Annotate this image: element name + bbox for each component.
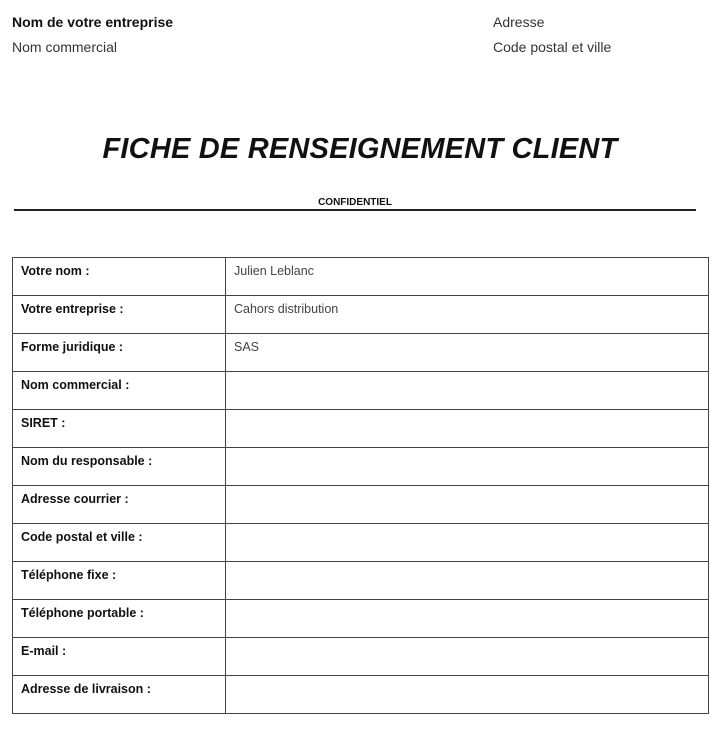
row-value-field[interactable]: Julien Leblanc [226, 258, 709, 296]
row-value-field[interactable] [226, 448, 709, 486]
postal-city-line: Code postal et ville [493, 39, 612, 55]
row-label: Téléphone fixe : [13, 562, 226, 600]
row-label: Adresse de livraison : [13, 676, 226, 714]
table-row [13, 372, 709, 410]
row-value-field[interactable] [226, 486, 709, 524]
divider-line-right [393, 195, 696, 211]
trade-name: Nom commercial [12, 39, 118, 55]
row-value-field[interactable] [226, 410, 709, 448]
table-row [13, 448, 709, 486]
row-label: Nom commercial : [13, 372, 226, 410]
divider-line-left [14, 195, 317, 211]
row-label: SIRET : [13, 410, 226, 448]
row-value-field[interactable] [226, 600, 709, 638]
company-name: Nom de votre entreprise [12, 14, 174, 30]
row-label: Votre nom : [13, 258, 226, 296]
row-label: Téléphone portable : [13, 600, 226, 638]
address-header [493, 10, 611, 60]
table-row [13, 410, 709, 448]
address-line: Adresse [493, 14, 545, 30]
row-value-field[interactable] [226, 372, 709, 410]
table-row [13, 296, 709, 334]
client-info-body [13, 258, 709, 714]
row-label: Adresse courrier : [13, 486, 226, 524]
table-row [13, 258, 709, 296]
confidential-label: CONFIDENTIEL [317, 197, 393, 211]
row-value-field[interactable] [226, 524, 709, 562]
table-row [13, 638, 709, 676]
row-value-field[interactable]: SAS [226, 334, 709, 372]
row-value-field[interactable]: Cahors distribution [226, 296, 709, 334]
row-label: Code postal et ville : [13, 524, 226, 562]
table-row [13, 600, 709, 638]
table-row [13, 524, 709, 562]
table-row [13, 562, 709, 600]
row-value-field[interactable] [226, 638, 709, 676]
row-value-field[interactable] [226, 562, 709, 600]
company-header [12, 10, 173, 60]
row-label: Nom du responsable : [13, 448, 226, 486]
table-row [13, 334, 709, 372]
client-info-table [12, 257, 709, 714]
table-row [13, 676, 709, 714]
row-label: E-mail : [13, 638, 226, 676]
confidential-divider [14, 193, 696, 211]
row-value-field[interactable] [226, 676, 709, 714]
table-row [13, 486, 709, 524]
row-label: Forme juridique : [13, 334, 226, 372]
document-title: FICHE DE RENSEIGNEMENT CLIENT [102, 133, 618, 165]
row-label: Votre entreprise : [13, 296, 226, 334]
